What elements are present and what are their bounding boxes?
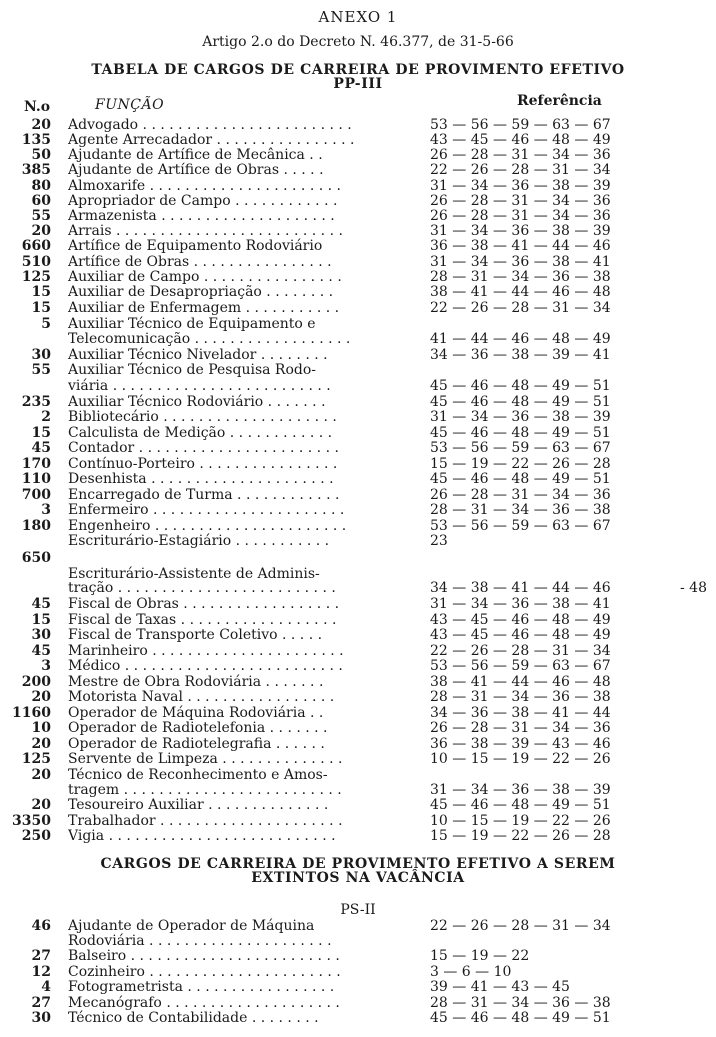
row-references: 15 — 19 — 22 — 26 — 28	[430, 456, 611, 472]
row-function: Auxiliar Técnico de Pesquisa Rodo-	[68, 362, 317, 378]
table-row	[0, 409, 716, 425]
row-function: Auxiliar de Campo . . . . . . . . . . . . . . . .	[68, 269, 342, 285]
table-row	[0, 518, 716, 534]
row-quantity: 200	[21, 674, 51, 690]
table-row	[0, 193, 716, 209]
table-row	[0, 254, 716, 270]
table-row	[0, 674, 716, 690]
row-quantity: 27	[31, 948, 51, 964]
annex-title: ANEXO 1	[318, 8, 398, 26]
row-references: 26 — 28 — 31 — 34 — 36	[430, 147, 611, 163]
row-function: Cozinheiro . . . . . . . . . . . . . . . . . . . . . .	[68, 964, 341, 980]
row-function: Encarregado de Turma . . . . . . . . . . . .	[68, 487, 340, 503]
row-quantity: 4	[41, 979, 51, 995]
table-row	[0, 643, 716, 659]
row-references: 3 — 6 — 10	[430, 964, 512, 980]
row-quantity: 3350	[12, 813, 51, 829]
row-references: 22 — 26 — 28 — 31 — 34	[430, 162, 611, 178]
table-row	[0, 162, 716, 178]
table-row	[0, 612, 716, 628]
row-function: Auxiliar de Enfermagem . . . . . . . . . . .	[68, 300, 340, 316]
row-quantity: 3	[41, 658, 51, 674]
row-function: Auxiliar Técnico Rodoviário . . . . . . .	[68, 394, 326, 410]
row-function: Mestre de Obra Rodoviária . . . . . . .	[68, 674, 324, 690]
row-references: 26 — 28 — 31 — 34 — 36	[430, 208, 611, 224]
row-references: 26 — 28 — 31 — 34 — 36	[430, 193, 611, 209]
section-2-title-line-2: EXTINTOS NA VACÂNCIA	[251, 870, 465, 886]
row-quantity: 135	[21, 132, 51, 148]
row-quantity: 1160	[12, 705, 51, 721]
table-row	[0, 471, 716, 487]
row-quantity: 660	[21, 238, 51, 254]
row-function: Operador de Radiotelefonia . . . . . . .	[68, 720, 328, 736]
row-function: Auxiliar Técnico Nivelador . . . . . . . .	[68, 347, 328, 363]
row-function: Almoxarife . . . . . . . . . . . . . . . . . . . . . .	[68, 178, 341, 194]
row-references: 10 — 15 — 19 — 22 — 26	[430, 751, 611, 767]
row-references: 15 — 19 — 22	[430, 948, 530, 964]
row-references: 45 — 46 — 48 — 49 — 51	[430, 378, 611, 394]
row-references: 22 — 26 — 28 — 31 — 34	[430, 643, 611, 659]
table-row	[0, 394, 716, 410]
row-function: Artífice de Obras . . . . . . . . . . . . . . . .	[68, 254, 332, 270]
row-function: Artífice de Equipamento Rodoviário	[68, 238, 323, 254]
table-row	[0, 300, 716, 316]
row-function: Armazenista . . . . . . . . . . . . . . . . . . . .	[68, 208, 335, 224]
section-2-title-line-1: CARGOS DE CARREIRA DE PROVIMENTO EFETIVO A SEREM	[100, 856, 616, 872]
row-references: 38 — 41 — 44 — 46 — 48	[430, 674, 611, 690]
row-quantity: 3	[41, 502, 51, 518]
row-quantity: 50	[31, 147, 51, 163]
row-function: Vigia . . . . . . . . . . . . . . . . . . . . . . . . . .	[68, 828, 336, 844]
table-row	[0, 658, 716, 674]
table-row	[0, 238, 716, 254]
row-function: Enfermeiro . . . . . . . . . . . . . . . . . . . . . .	[68, 502, 345, 518]
table-row	[0, 425, 716, 441]
row-references: 15 — 19 — 22 — 26 — 28	[430, 828, 611, 844]
row-function: Ajudante de Artífice de Mecânica . .	[68, 147, 323, 163]
table-row	[0, 736, 716, 752]
row-quantity: 27	[31, 995, 51, 1011]
row-quantity: 45	[31, 440, 51, 456]
row-function: Advogado . . . . . . . . . . . . . . . . . . . . . . . .	[68, 117, 352, 133]
row-quantity: 30	[31, 627, 51, 643]
decree-reference: Artigo 2.o do Decreto N. 46.377, de 31-5-66	[202, 34, 514, 50]
row-reference-extra: - 48	[680, 580, 707, 596]
row-quantity: 125	[21, 751, 51, 767]
row-quantity: 510	[21, 254, 51, 270]
row-references: 28 — 31 — 34 — 36 — 38	[430, 689, 611, 705]
row-quantity: 20	[31, 117, 51, 133]
row-quantity: 10	[31, 720, 51, 736]
row-references: 31 — 34 — 36 — 38 — 39	[430, 409, 611, 425]
row-function: Apropriador de Campo . . . . . . . . . . . .	[68, 193, 338, 209]
row-function: Ajudante de Operador de Máquina	[68, 918, 315, 934]
table-row	[0, 705, 716, 721]
row-quantity: 15	[31, 284, 51, 300]
table-row	[0, 269, 716, 285]
row-quantity: 650	[21, 550, 51, 566]
table-row	[0, 627, 716, 643]
row-function: Fotogrametrista . . . . . . . . . . . . . . . . .	[68, 979, 335, 995]
row-references: 39 — 41 — 43 — 45	[430, 979, 570, 995]
row-quantity: 20	[31, 767, 51, 783]
column-header-reference: Referência	[517, 93, 602, 109]
row-function: Servente de Limpeza . . . . . . . . . . . . . .	[68, 751, 343, 767]
row-quantity: 385	[21, 162, 51, 178]
row-function: Mecanógrafo . . . . . . . . . . . . . . . . . . . .	[68, 995, 340, 1011]
table-row	[0, 362, 716, 378]
table-row	[0, 933, 716, 949]
row-quantity: 46	[31, 918, 51, 934]
row-references: 43 — 45 — 46 — 48 — 49	[430, 132, 611, 148]
row-function: Técnico de Reconhecimento e Amos-	[68, 767, 328, 783]
table-title	[0, 63, 716, 91]
table-row	[0, 284, 716, 300]
row-references: 26 — 28 — 31 — 34 — 36	[430, 487, 611, 503]
table-row	[0, 689, 716, 705]
table-row	[0, 456, 716, 472]
table-row	[0, 223, 716, 239]
row-function: Operador de Radiotelegrafia . . . . . .	[68, 736, 325, 752]
table-row	[0, 178, 716, 194]
row-references: 53 — 56 — 59 — 63 — 67	[430, 440, 611, 456]
row-references: 23	[430, 533, 448, 549]
column-header-function: FUNÇÃO	[95, 97, 165, 113]
row-function: Técnico de Contabilidade . . . . . . . .	[68, 1010, 319, 1026]
table-row	[0, 1010, 716, 1026]
row-function: Médico . . . . . . . . . . . . . . . . . . . . . . . . .	[68, 658, 343, 674]
row-quantity: 20	[31, 736, 51, 752]
column-header-number: N.o	[24, 99, 51, 115]
row-references: 31 — 34 — 36 — 38 — 41	[430, 254, 611, 270]
row-quantity: 80	[31, 178, 51, 194]
row-references: 45 — 46 — 48 — 49 — 51	[430, 471, 611, 487]
row-quantity: 45	[31, 643, 51, 659]
row-references: 43 — 45 — 46 — 48 — 49	[430, 612, 611, 628]
row-quantity: 235	[21, 394, 51, 410]
row-references: 53 — 56 — 59 — 63 — 67	[430, 658, 611, 674]
row-function: Auxiliar de Desapropriação . . . . . . . .	[68, 284, 334, 300]
row-function: Rodoviária . . . . . . . . . . . . . . . . . . . . .	[68, 933, 332, 949]
row-quantity: 30	[31, 347, 51, 363]
row-function: Escriturário-Assistente de Adminis-	[68, 566, 320, 582]
row-references: 36 — 38 — 39 — 43 — 46	[430, 736, 611, 752]
row-quantity: 20	[31, 689, 51, 705]
table-row	[0, 132, 716, 148]
row-function: Fiscal de Taxas . . . . . . . . . . . . . . . . . .	[68, 612, 337, 628]
table-row	[0, 751, 716, 767]
row-quantity: 20	[31, 223, 51, 239]
table-row	[0, 533, 716, 549]
table-row	[0, 208, 716, 224]
row-quantity: 170	[21, 456, 51, 472]
row-references: 43 — 45 — 46 — 48 — 49	[430, 627, 611, 643]
table-row	[0, 596, 716, 612]
row-quantity: 2	[41, 409, 51, 425]
table-row	[0, 767, 716, 783]
row-function: Operador de Máquina Rodoviária . .	[68, 705, 324, 721]
table-row	[0, 347, 716, 363]
table-row	[0, 782, 716, 798]
row-function: Contador . . . . . . . . . . . . . . . . . . . . . . .	[68, 440, 339, 456]
row-quantity: 20	[31, 797, 51, 813]
row-function: Auxiliar Técnico de Equipamento e	[68, 316, 316, 332]
row-quantity: 12	[31, 964, 51, 980]
row-function: Balseiro . . . . . . . . . . . . . . . . . . . . . . . .	[68, 948, 340, 964]
row-quantity: 250	[21, 828, 51, 844]
row-function: Desenhista . . . . . . . . . . . . . . . . . . . . .	[68, 471, 334, 487]
row-function: Contínuo-Porteiro . . . . . . . . . . . . . . . .	[68, 456, 338, 472]
table-row	[0, 995, 716, 1011]
row-function: Fiscal de Transporte Coletivo . . . . .	[68, 627, 323, 643]
table-row	[0, 331, 716, 347]
table-title-line-2: PP-III	[333, 76, 383, 92]
table-row	[0, 813, 716, 829]
row-references: 53 — 56 — 59 — 63 — 67	[430, 117, 611, 133]
row-quantity: 55	[31, 208, 51, 224]
row-quantity: 30	[31, 1010, 51, 1026]
table-row	[0, 828, 716, 844]
row-function: Marinheiro . . . . . . . . . . . . . . . . . . . . . .	[68, 643, 344, 659]
row-function: tração . . . . . . . . . . . . . . . . . . . . . . . . .	[68, 580, 336, 596]
row-quantity: 45	[31, 596, 51, 612]
row-function: Motorista Naval . . . . . . . . . . . . . . . . .	[68, 689, 335, 705]
table-row	[0, 948, 716, 964]
row-references: 28 — 31 — 34 — 36 — 38	[430, 995, 611, 1011]
row-references: 34 — 36 — 38 — 39 — 41	[430, 347, 611, 363]
row-references: 45 — 46 — 48 — 49 — 51	[430, 797, 611, 813]
row-references: 31 — 34 — 36 — 38 — 41	[430, 596, 611, 612]
table-row	[0, 147, 716, 163]
row-function: Agente Arrecadador . . . . . . . . . . . . . . . .	[68, 132, 355, 148]
row-quantity: 125	[21, 269, 51, 285]
table-row	[0, 117, 716, 133]
section-2-title	[0, 857, 716, 885]
table-row	[0, 440, 716, 456]
row-quantity: 110	[21, 471, 51, 487]
table-row	[0, 979, 716, 995]
row-references: 31 — 34 — 36 — 38 — 39	[430, 178, 611, 194]
row-references: 28 — 31 — 34 — 36 — 38	[430, 269, 611, 285]
row-references: 45 — 46 — 48 — 49 — 51	[430, 394, 611, 410]
row-references: 41 — 44 — 46 — 48 — 49	[430, 331, 611, 347]
row-quantity: 700	[21, 487, 51, 503]
row-quantity: 15	[31, 425, 51, 441]
row-quantity: 5	[41, 316, 51, 332]
row-function: Bibliotecário . . . . . . . . . . . . . . . . . . . .	[68, 409, 337, 425]
table-row	[0, 720, 716, 736]
row-function: viária . . . . . . . . . . . . . . . . . . . . . . . . .	[68, 378, 331, 394]
row-references: 45 — 46 — 48 — 49 — 51	[430, 1010, 611, 1026]
row-function: tragem . . . . . . . . . . . . . . . . . . . . . . . . .	[68, 782, 342, 798]
row-quantity: 15	[31, 612, 51, 628]
table-row	[0, 964, 716, 980]
row-references: 38 — 41 — 44 — 46 — 48	[430, 284, 611, 300]
row-references: 22 — 26 — 28 — 31 — 34	[430, 918, 611, 934]
row-references: 28 — 31 — 34 — 36 — 38	[430, 502, 611, 518]
row-quantity: 55	[31, 362, 51, 378]
row-references: 22 — 26 — 28 — 31 — 34	[430, 300, 611, 316]
row-references: 36 — 38 — 41 — 44 — 46	[430, 238, 611, 254]
row-quantity: 60	[31, 193, 51, 209]
row-references: 26 — 28 — 31 — 34 — 36	[430, 720, 611, 736]
table-title-line-1: TABELA DE CARGOS DE CARREIRA DE PROVIMENTO EFETIVO	[91, 62, 625, 78]
table-row	[0, 502, 716, 518]
row-references: 31 — 34 — 36 — 38 — 39	[430, 223, 611, 239]
table-row	[0, 487, 716, 503]
table-row	[0, 797, 716, 813]
row-references: 34 — 36 — 38 — 41 — 44	[430, 705, 611, 721]
row-references: 45 — 46 — 48 — 49 — 51	[430, 425, 611, 441]
row-function: Ajudante de Artífice de Obras . . . . .	[68, 162, 324, 178]
row-references: 34 — 38 — 41 — 44 — 46	[430, 580, 611, 596]
row-quantity: 180	[21, 518, 51, 534]
row-function: Trabalhador . . . . . . . . . . . . . . . . . . . . .	[68, 813, 343, 829]
table-row	[0, 918, 716, 934]
row-function: Escriturário-Estagiário . . . . . . . . . . .	[68, 533, 330, 549]
row-references: 10 — 15 — 19 — 22 — 26	[430, 813, 611, 829]
table-row	[0, 316, 716, 332]
table-row	[0, 580, 716, 596]
row-function: Arrais . . . . . . . . . . . . . . . . . . . . . . . . . .	[68, 223, 343, 239]
row-function: Telecomunicação . . . . . . . . . . . . . . . . . .	[68, 331, 351, 347]
row-function: Engenheiro . . . . . . . . . . . . . . . . . . . . . .	[68, 518, 347, 534]
row-references: 31 — 34 — 36 — 38 — 39	[430, 782, 611, 798]
table-row	[0, 550, 716, 566]
row-function: Calculista de Medição . . . . . . . . . . . .	[68, 425, 333, 441]
row-quantity: 15	[31, 300, 51, 316]
table-row	[0, 378, 716, 394]
row-references: 53 — 56 — 59 — 63 — 67	[430, 518, 611, 534]
row-function: Tesoureiro Auxiliar . . . . . . . . . . . . . .	[68, 797, 329, 813]
row-function: Fiscal de Obras . . . . . . . . . . . . . . . . . .	[68, 596, 340, 612]
section-2-subtitle: PS-II	[340, 902, 376, 918]
